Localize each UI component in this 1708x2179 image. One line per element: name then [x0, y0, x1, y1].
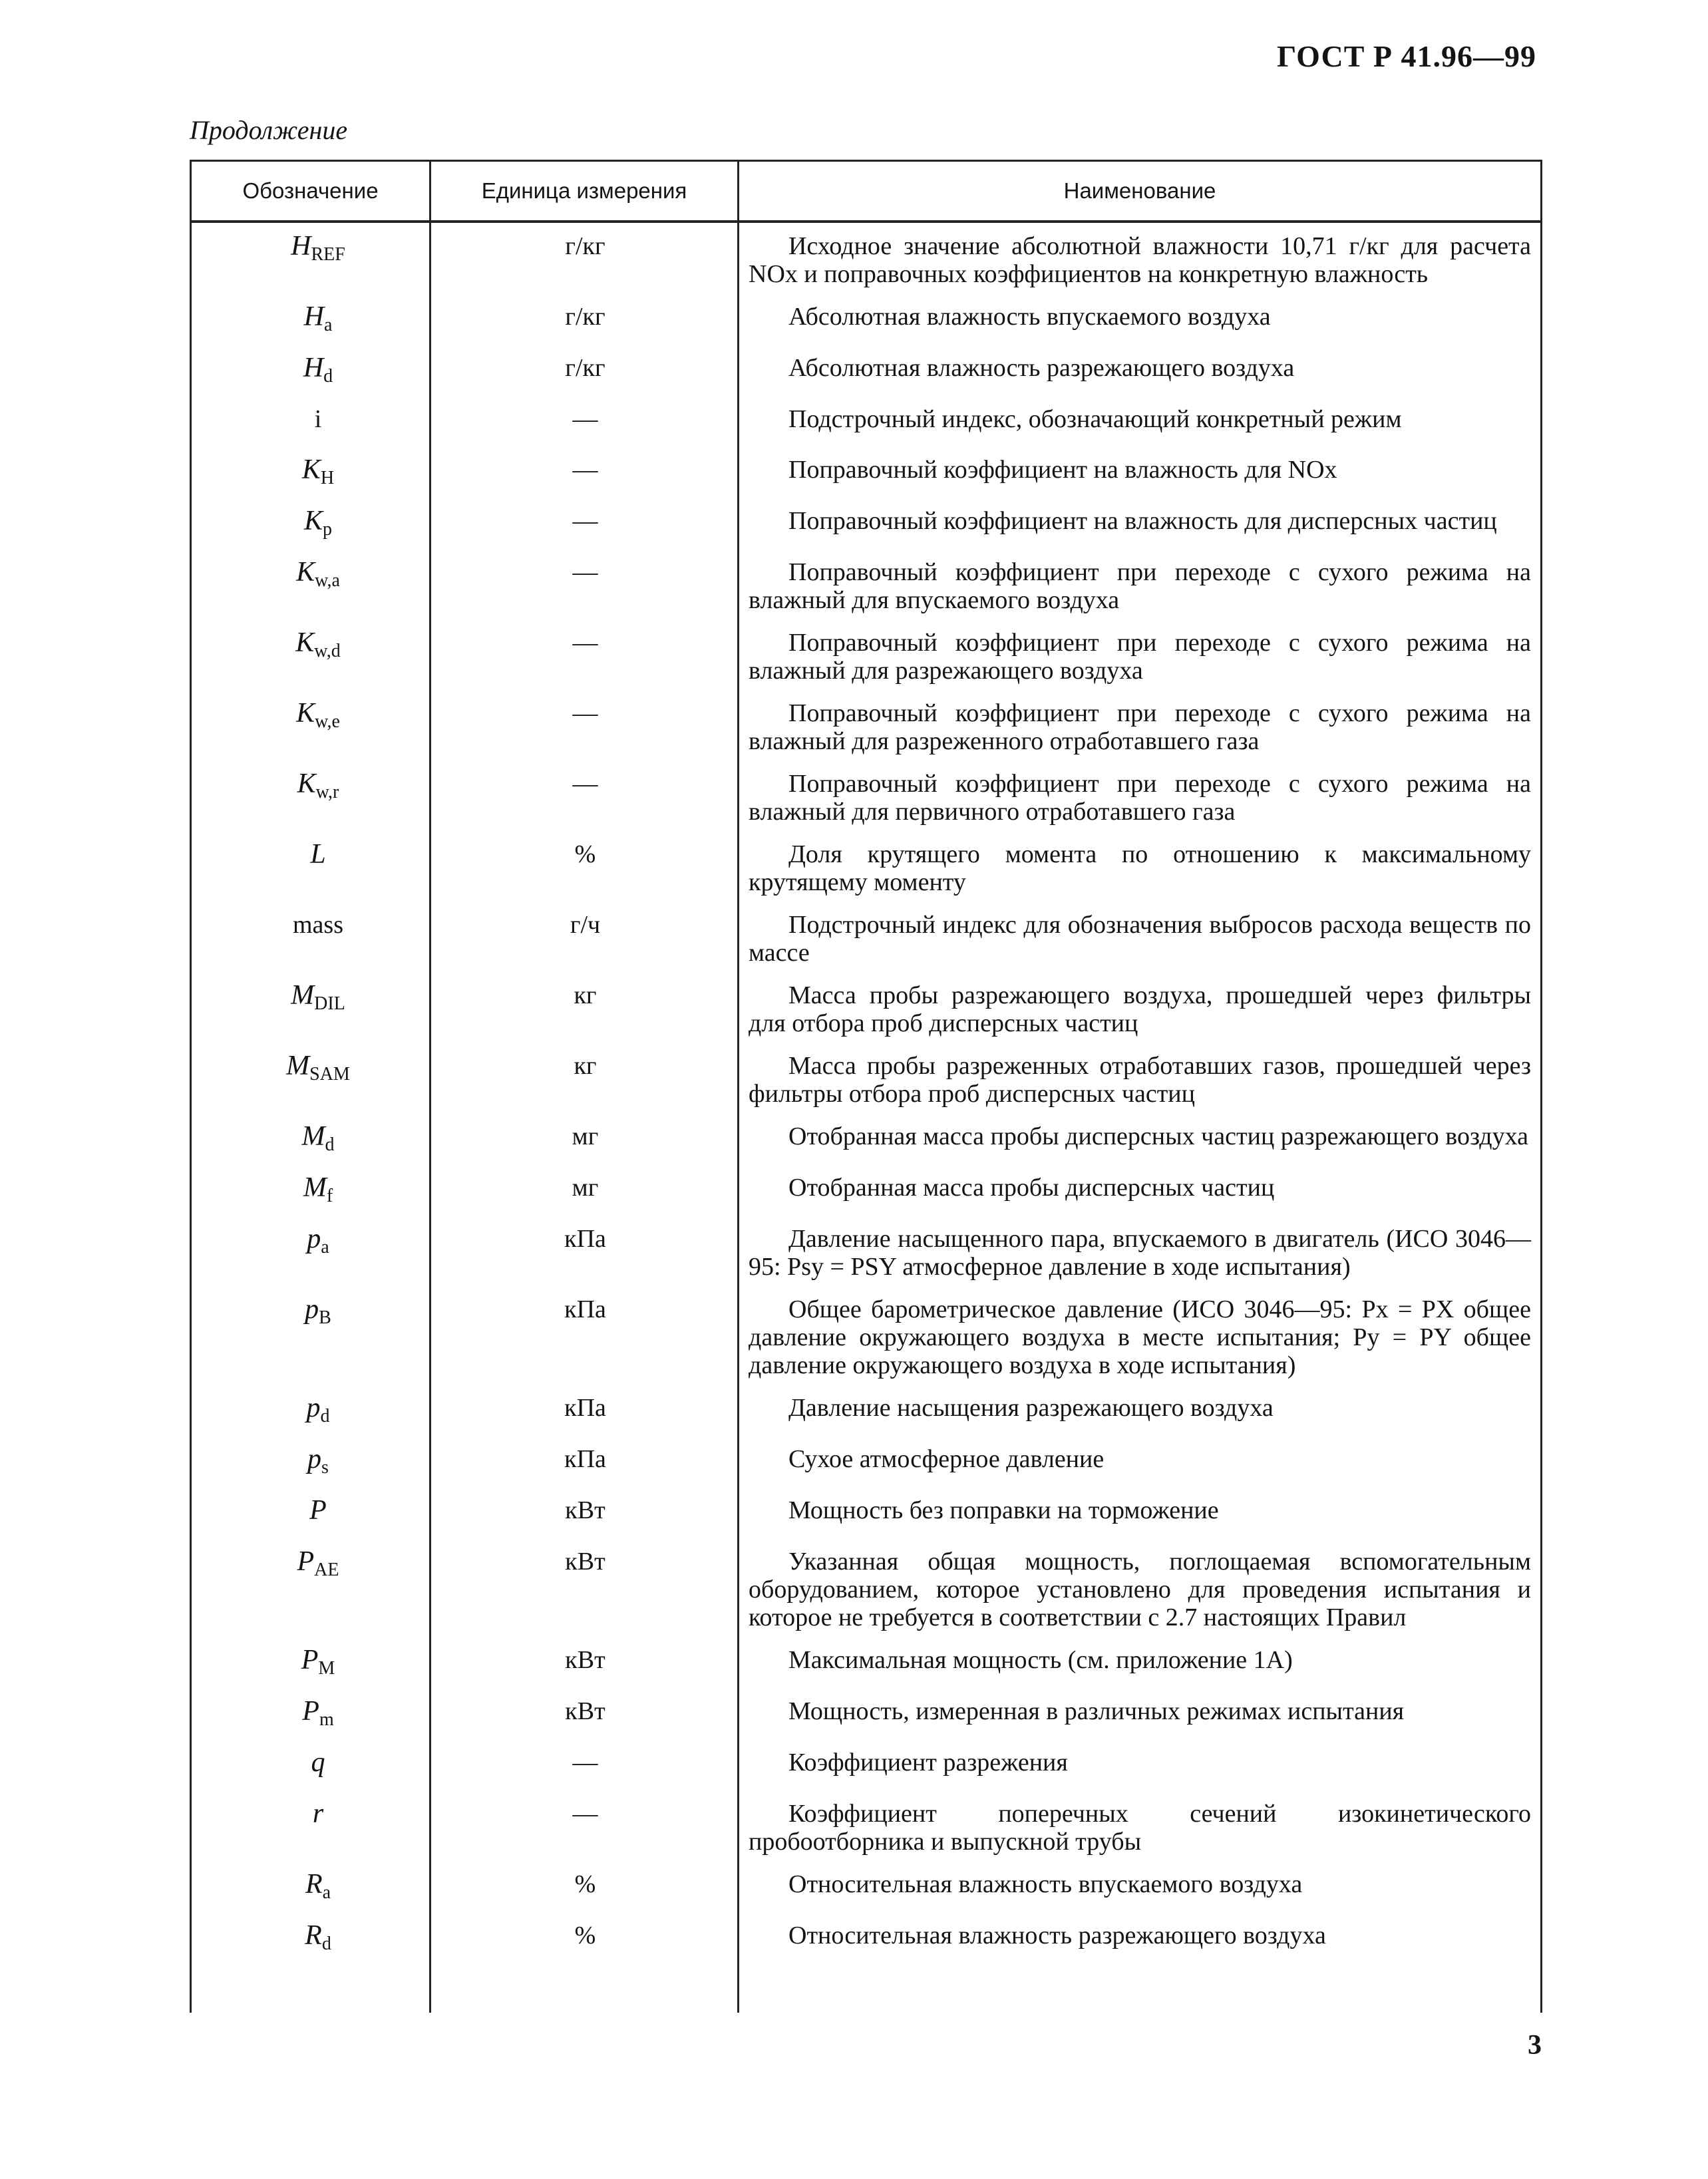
table-row: [192, 354, 1540, 391]
unit-cell: —: [572, 1800, 598, 1828]
symbol: R: [305, 1869, 323, 1900]
unit-cell: —: [572, 1749, 598, 1776]
symbol-subscript: m: [319, 1709, 334, 1730]
symbol: M: [301, 1121, 325, 1152]
unit-cell: %: [574, 1922, 596, 1949]
symbol-cell: [192, 354, 431, 391]
header-name: Наименование: [1063, 178, 1216, 203]
table-row: [192, 456, 1540, 492]
table-row: [192, 1394, 1540, 1430]
table-row: [192, 405, 1540, 441]
symbol: P: [301, 1645, 319, 1675]
unit-cell: мг: [572, 1174, 599, 1202]
symbol-cell: [192, 456, 431, 492]
description-text: Доля крутящего момента по отношению к максимальному крутящему моменту: [749, 840, 1531, 896]
name-cell: [739, 840, 1540, 896]
description-text: Мощность, измеренная в различных режимах испытания: [788, 1697, 1405, 1725]
symbol-cell: [192, 1122, 431, 1159]
symbol: M: [291, 980, 315, 1011]
description-text: Подстрочный индекс для обозначения выбросов расхода веществ по массе: [749, 911, 1531, 967]
description-text: Поправочный коэффициент на влажность для дисперсных частиц: [788, 507, 1497, 535]
symbol-cell: [192, 1800, 431, 1856]
symbol-cell: [192, 629, 431, 685]
description-text: Относительная влажность впускаемого воздуха: [788, 1870, 1303, 1898]
name-cell: [739, 1548, 1540, 1631]
table-row: [192, 1445, 1540, 1482]
name-cell: [739, 558, 1540, 614]
description-text: Поправочный коэффициент при переходе с сухого режима на влажный для первичного отработавшего газа: [749, 770, 1531, 826]
name-cell: [739, 1052, 1540, 1108]
unit-cell: —: [572, 456, 598, 484]
description-text: Коэффициент разрежения: [788, 1749, 1068, 1776]
table-row: [192, 1174, 1540, 1210]
description-text: Максимальная мощность (см. приложение 1А): [788, 1646, 1293, 1674]
column-divider: [737, 223, 739, 2013]
symbol-subscript: H: [320, 468, 335, 488]
symbols-table: [190, 160, 1542, 2013]
symbol: R: [305, 1920, 322, 1951]
table-row: [192, 1548, 1540, 1631]
description-text: Масса пробы разреженных отработавших газов, прошедшей через фильтры отбора проб дисперсных частиц: [749, 1052, 1531, 1108]
symbol: K: [296, 557, 315, 587]
symbol: p: [307, 1444, 322, 1474]
symbol-subscript: d: [323, 366, 333, 387]
unit-cell: кПа: [564, 1394, 606, 1422]
name-cell: [739, 232, 1540, 288]
header-unit: Единица измерения: [431, 162, 739, 220]
table-row: [192, 1922, 1540, 1958]
symbol-cell: [192, 232, 431, 288]
name-cell: [739, 354, 1540, 391]
description-text: Исходное значение абсолютной влажности 10,71 г/кг для расчета NOx и поправочных коэффициентов на конкретную влажность: [749, 232, 1531, 288]
description-text: Поправочный коэффициент на влажность для NOx: [788, 456, 1337, 484]
description-text: Поправочный коэффициент при переходе с сухого режима на влажный для разрежающего воздуха: [749, 629, 1531, 685]
continuation-label: Продолжение: [190, 115, 348, 145]
symbol: K: [295, 627, 315, 658]
table-row: [192, 1122, 1540, 1159]
symbol-cell: [192, 303, 431, 339]
name-cell: [739, 981, 1540, 1037]
name-cell: [739, 770, 1540, 826]
name-cell: [739, 1697, 1540, 1734]
column-divider: [429, 223, 431, 2013]
symbol-subscript: a: [322, 1882, 331, 1903]
unit-cell: —: [572, 507, 598, 535]
symbol-subscript: DIL: [314, 993, 345, 1014]
symbol-subscript: p: [323, 519, 332, 540]
symbol-cell: [192, 699, 431, 755]
symbol-subscript: SAM: [309, 1064, 350, 1085]
unit-cell: кВт: [565, 1646, 605, 1674]
unit-cell: —: [572, 558, 598, 586]
symbol-subscript: f: [326, 1186, 333, 1206]
unit-cell: кг: [574, 1052, 597, 1080]
symbol-subscript: d: [321, 1933, 331, 1954]
document-code: ГОСТ Р 41.96—99: [1277, 39, 1536, 73]
symbol-cell: [192, 1870, 431, 1907]
symbol-cell: [192, 981, 431, 1037]
symbol-subscript: a: [321, 1237, 329, 1257]
symbol-cell: [192, 1225, 431, 1281]
table-row: [192, 558, 1540, 614]
symbol: K: [297, 768, 316, 799]
symbol-cell: [192, 1052, 431, 1108]
table-row: [192, 1870, 1540, 1907]
unit-cell: —: [572, 770, 598, 798]
description-text: Мощность без поправки на торможение: [788, 1496, 1219, 1524]
symbol: p: [306, 1393, 321, 1423]
table-row: [192, 232, 1540, 288]
description-text: Коэффициент поперечных сечений изокинетического пробоотборника и выпускной трубы: [749, 1800, 1531, 1856]
table-row: [192, 1749, 1540, 1785]
symbol-subscript: w,a: [315, 570, 340, 591]
symbol: M: [303, 1172, 327, 1203]
description-text: Сухое атмосферное давление: [788, 1445, 1105, 1473]
unit-cell: кВт: [565, 1548, 605, 1576]
symbol: P: [297, 1546, 315, 1577]
name-cell: [739, 1174, 1540, 1210]
table-row: [192, 507, 1540, 544]
unit-cell: %: [574, 840, 596, 868]
unit-cell: %: [574, 1870, 596, 1898]
symbol-cell: [192, 1922, 431, 1958]
symbol-subscript: s: [321, 1457, 329, 1478]
description-text: Общее барометрическое давление (ИСО 3046—95: Px = PX общее давление окружающего воздуха в месте испытания; Py = PY общее давление окружающего воздуха в ходе испытания): [749, 1295, 1531, 1379]
table-row: [192, 699, 1540, 755]
symbol: p: [307, 1224, 321, 1254]
description-text: Поправочный коэффициент при переходе с сухого режима на влажный для впускаемого воздуха: [749, 558, 1531, 614]
symbol-subscript: w,r: [315, 782, 339, 802]
symbol: q: [311, 1747, 325, 1778]
table-row: [192, 1225, 1540, 1281]
name-cell: [739, 1496, 1540, 1533]
table-row: [192, 303, 1540, 339]
table-header: [190, 160, 1542, 223]
symbol-subscript: w,e: [315, 711, 340, 732]
table-row: [192, 981, 1540, 1037]
symbol: r: [312, 1798, 324, 1829]
symbol: K: [301, 454, 321, 485]
description-text: Отобранная масса пробы дисперсных частиц: [788, 1174, 1275, 1202]
symbol-cell: [192, 840, 431, 896]
symbol: i: [314, 405, 322, 433]
symbol-subscript: REF: [311, 244, 345, 265]
table-row: [192, 770, 1540, 826]
unit-cell: кВт: [565, 1697, 605, 1725]
name-cell: [739, 699, 1540, 755]
table-row: [192, 1697, 1540, 1734]
unit-cell: —: [572, 699, 598, 727]
name-cell: [739, 629, 1540, 685]
description-text: Масса пробы разрежающего воздуха, прошедшей через фильтры для отбора проб дисперсных частиц: [749, 981, 1531, 1037]
symbol: M: [286, 1051, 310, 1081]
symbol-cell: [192, 1496, 431, 1533]
description-text: Отобранная масса пробы дисперсных частиц разрежающего воздуха: [788, 1122, 1529, 1150]
symbol: H: [291, 231, 311, 261]
unit-cell: г/кг: [565, 354, 605, 382]
page-number: 3: [1528, 2030, 1542, 2061]
symbol-subscript: M: [318, 1658, 335, 1679]
table-body: [190, 223, 1542, 2013]
symbol-cell: [192, 558, 431, 614]
symbol-cell: [192, 770, 431, 826]
name-cell: [739, 1394, 1540, 1430]
description-text: Относительная влажность разрежающего воздуха: [788, 1922, 1326, 1949]
symbol-cell: [192, 1295, 431, 1379]
name-cell: [739, 1225, 1540, 1281]
name-cell: [739, 1122, 1540, 1159]
table-row: [192, 629, 1540, 685]
symbol: L: [310, 839, 326, 870]
unit-cell: —: [572, 629, 598, 657]
name-cell: [739, 1445, 1540, 1482]
symbol-cell: [192, 405, 431, 441]
unit-cell: г/ч: [570, 911, 601, 939]
name-cell: [739, 1295, 1540, 1379]
symbol: K: [303, 506, 323, 536]
unit-cell: кПа: [564, 1295, 606, 1323]
table-row: [192, 840, 1540, 896]
description-text: Абсолютная влажность впускаемого воздуха: [788, 303, 1271, 331]
header-symbol: Обозначение: [192, 162, 431, 220]
unit-cell: г/кг: [565, 303, 605, 331]
symbol-cell: [192, 1174, 431, 1210]
name-cell: [739, 1922, 1540, 1958]
name-cell: [739, 507, 1540, 544]
name-cell: [739, 456, 1540, 492]
symbol-subscript: B: [319, 1307, 331, 1328]
symbol-cell: [192, 1548, 431, 1631]
name-cell: [739, 1870, 1540, 1907]
unit-cell: кВт: [565, 1496, 605, 1524]
symbol: P: [302, 1696, 319, 1727]
symbol-cell: [192, 1749, 431, 1785]
symbol-cell: [192, 1445, 431, 1482]
symbol: p: [305, 1294, 319, 1325]
table-row: [192, 1295, 1540, 1379]
description-text: Подстрочный индекс, обозначающий конкретный режим: [788, 405, 1402, 433]
unit-cell: мг: [572, 1122, 599, 1150]
symbol-cell: [192, 911, 431, 967]
name-cell: [739, 303, 1540, 339]
description-text: Абсолютная влажность разрежающего воздуха: [788, 354, 1295, 382]
symbol-cell: [192, 1646, 431, 1683]
symbol-subscript: AE: [314, 1560, 339, 1580]
description-text: Давление насыщения разрежающего воздуха: [788, 1394, 1274, 1422]
unit-cell: —: [572, 405, 598, 433]
unit-cell: кПа: [564, 1225, 606, 1253]
symbol-subscript: d: [320, 1406, 330, 1426]
symbol-subscript: w,d: [314, 641, 341, 661]
unit-cell: кг: [574, 981, 597, 1009]
symbol-subscript: d: [325, 1134, 335, 1155]
symbol: K: [296, 698, 315, 729]
name-cell: [739, 1646, 1540, 1683]
description-text: Давление насыщенного пара, впускаемого в двигатель (ИСО 3046—95: Psy = PSY атмосферное давление в ходе испытания): [749, 1225, 1531, 1281]
symbol: mass: [293, 911, 343, 939]
table-row: [192, 1800, 1540, 1856]
table-row: [192, 1496, 1540, 1533]
symbol-cell: [192, 507, 431, 544]
name-cell: [739, 1800, 1540, 1856]
table-row: [192, 1646, 1540, 1683]
unit-cell: г/кг: [565, 232, 605, 260]
description-text: Поправочный коэффициент при переходе с сухого режима на влажный для разреженного отработавшего газа: [749, 699, 1531, 755]
description-text: Указанная общая мощность, поглощаемая вспомогательным оборудованием, которое установлено для проведения испытания и которое не требуется в соответствии с 2.7 настоящих Правил: [749, 1548, 1531, 1631]
name-cell: [739, 1749, 1540, 1785]
name-cell: [739, 405, 1540, 441]
name-cell: [739, 911, 1540, 967]
symbol: H: [303, 301, 324, 332]
symbol-cell: [192, 1697, 431, 1734]
unit-cell: кПа: [564, 1445, 606, 1473]
table-row: [192, 911, 1540, 967]
table-row: [192, 1052, 1540, 1108]
symbol: H: [303, 353, 324, 383]
symbol: P: [309, 1495, 327, 1526]
symbol-subscript: a: [323, 315, 333, 335]
symbol-cell: [192, 1394, 431, 1430]
